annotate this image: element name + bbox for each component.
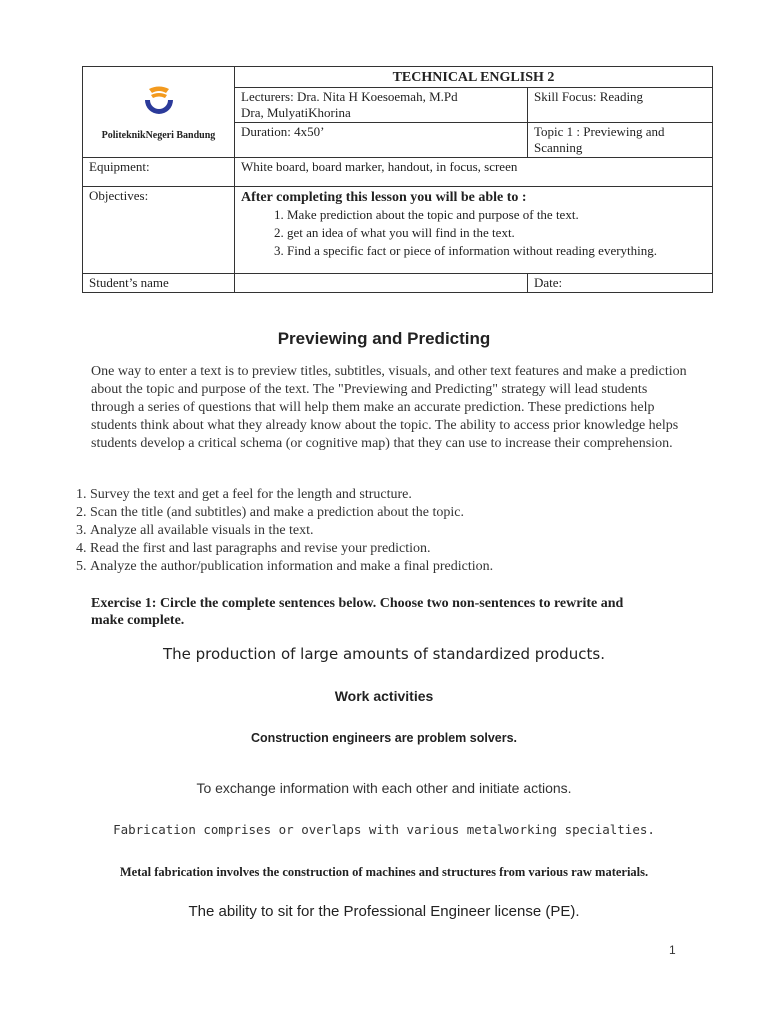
- strategy-step: 4. Read the first and last paragraphs and revise your prediction.: [90, 540, 493, 558]
- exercise-instruction: Exercise 1: Circle the complete sentences below. Choose two non-sentences to rewrite and make complete.: [91, 596, 624, 628]
- duration: Duration: 4x50’: [235, 123, 528, 158]
- lecturers-line-2: Dra, MulyatiKhorina: [241, 105, 351, 120]
- page-number: 1: [669, 943, 676, 957]
- strategy-step: 1. Survey the text and get a feel for the length and structure.: [90, 486, 493, 504]
- topic: Topic 1 : Previewing and Scanning: [528, 123, 713, 158]
- objectives-label: Objectives:: [83, 187, 235, 274]
- exercise-sentence-2: Work activities: [334, 688, 434, 704]
- objectives-intro: After completing this lesson you will be able to :: [241, 190, 527, 205]
- section-heading: Previewing and Predicting: [277, 329, 491, 348]
- date-label: Date:: [528, 274, 713, 293]
- lesson-header-table: [82, 66, 713, 293]
- skill-focus: Skill Focus: Reading: [528, 88, 713, 123]
- lecturers-cell: [235, 88, 528, 123]
- exercise-sentence-7: The ability to sit for the Professional Engineer license (PE).: [188, 903, 580, 920]
- student-name-field[interactable]: [235, 274, 528, 293]
- objectives-list: [241, 206, 706, 260]
- exercise-sentence-5: Fabrication comprises or overlaps with various metalworking specialties.: [113, 822, 655, 837]
- objective-item: 2. get an idea of what you will find in the text.: [287, 224, 706, 242]
- exercise-sentence-3: Construction engineers are problem solvers.: [250, 731, 518, 745]
- equipment-label: Equipment:: [83, 158, 235, 187]
- objectives-cell: [235, 187, 713, 274]
- strategy-step: 5. Analyze the author/publication information and make a final prediction.: [90, 558, 493, 576]
- exercise-sentence-4: To exchange information with each other and initiate actions.: [196, 780, 572, 796]
- strategy-step: 3. Analyze all available visuals in the text.: [90, 522, 493, 540]
- strategy-step: 2. Scan the title (and subtitles) and make a prediction about the topic.: [90, 504, 493, 522]
- objective-item: 3. Find a specific fact or piece of information without reading everything.: [287, 242, 706, 260]
- objective-item: 1. Make prediction about the topic and purpose of the text.: [287, 206, 706, 224]
- strategy-steps-list: [58, 486, 493, 576]
- equipment-value: White board, board marker, handout, in focus, screen: [235, 158, 713, 187]
- exercise-sentence-1: The production of large amounts of standardized products.: [162, 645, 606, 663]
- institution-name: PoliteknikNegeri Bandung: [101, 130, 216, 141]
- intro-paragraph: One way to enter a text is to preview titles, subtitles, visuals, and other text features and make a prediction about the topic and purpose of the text. The "Previewing and Predicting" strategy will lead students through a series of questions that will help them make an accurate prediction. These predictions help students think about what they already know about the topic. The ability to access prior knowledge helps students develop a critical schema (or cognitive map) that they can use to increase their comprehension.: [91, 364, 687, 451]
- logo-cell: [83, 67, 235, 158]
- student-name-label: Student’s name: [83, 274, 235, 293]
- course-title: TECHNICAL ENGLISH 2: [235, 67, 713, 88]
- exercise-sentence-6: Metal fabrication involves the construction of machines and structures from various raw materials.: [119, 865, 649, 879]
- lecturers-line-1: Lecturers: Dra. Nita H Koesoemah, M.Pd: [241, 89, 458, 104]
- polban-logo-icon: [139, 80, 179, 120]
